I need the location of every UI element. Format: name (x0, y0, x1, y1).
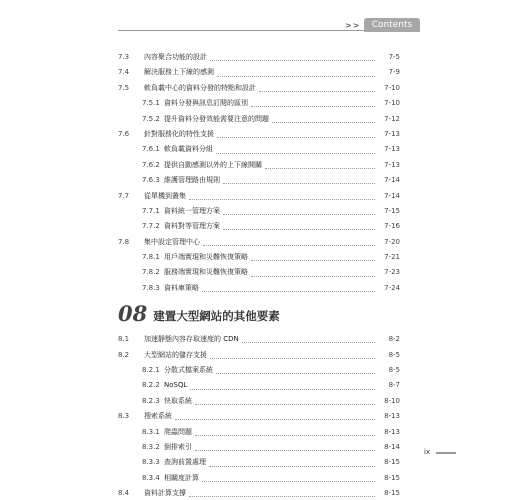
toc-entry-number: 8.3.2 (142, 442, 160, 451)
contents-tab: Contents (364, 18, 420, 32)
toc-leader-dots (251, 276, 375, 277)
toc-entry-page: 8-13 (384, 412, 400, 421)
toc-entry-title: 爬蟲問題 (164, 427, 192, 436)
toc-entry-page: 7-10 (384, 83, 400, 92)
toc-leader-dots (216, 153, 375, 154)
toc-entry[interactable] (118, 127, 400, 142)
toc-leader-dots (259, 91, 375, 92)
toc-entry-page: 7-10 (384, 99, 400, 108)
toc-leader-dots (189, 496, 375, 497)
toc-entry-number: 8.4 (118, 489, 130, 498)
toc-entry[interactable] (118, 219, 400, 234)
toc-entry-title: 加速靜態內容存取速度的 CDN (144, 335, 239, 344)
toc-entry-page: 7-14 (384, 176, 400, 185)
toc-entry-page: 8-10 (384, 396, 400, 405)
toc-entry-title: 資料計算支撐 (144, 489, 186, 498)
toc-leader-dots (189, 199, 375, 200)
toc-entry[interactable] (118, 409, 400, 424)
toc-section-chapter-8 (118, 332, 400, 500)
toc-entry-page: 8-15 (384, 473, 400, 482)
toc-entry[interactable] (118, 235, 400, 250)
toc-entry[interactable] (118, 440, 400, 455)
toc-entry-number: 7.6.2 (142, 160, 160, 169)
toc-entry[interactable] (118, 455, 400, 470)
toc-entry-number: 7.6.3 (142, 176, 160, 185)
toc-leader-dots (242, 342, 375, 343)
toc-entry-page: 7-16 (384, 222, 400, 231)
toc-entry-number: 8.2 (118, 350, 130, 359)
toc-leader-dots (265, 168, 375, 169)
toc-entry-page: 7-15 (384, 206, 400, 215)
toc-leader-dots (217, 76, 375, 77)
toc-entry-title: 內容聚合功能的設計 (144, 53, 207, 61)
toc-entry-number: 7.8 (118, 237, 130, 246)
toc-entry[interactable] (118, 250, 400, 265)
toc-entry-number: 7.8.3 (142, 283, 160, 292)
toc-entry-title: 從單機到叢集 (144, 191, 186, 200)
toc-leader-dots (175, 419, 375, 420)
toc-entry-number: 8.3.1 (142, 427, 160, 436)
toc-entry-page: 8-5 (388, 350, 400, 359)
toc-leader-dots (209, 466, 375, 467)
toc-entry[interactable] (118, 204, 400, 219)
toc-entry[interactable] (118, 425, 400, 440)
toc-entry-number: 7.7.1 (142, 206, 160, 215)
toc-section-chapter-7 (118, 50, 400, 296)
toc-entry-page: 8-7 (388, 381, 400, 390)
toc-leader-dots (195, 450, 375, 451)
toc-entry-number: 7.5.1 (142, 99, 160, 108)
toc-leader-dots (202, 481, 375, 482)
toc-entry[interactable] (118, 173, 400, 188)
toc-entry-page: 8-14 (384, 442, 400, 451)
toc-entry-number: 7.8.1 (142, 253, 160, 262)
toc-entry[interactable] (118, 281, 400, 296)
header-rule (118, 30, 400, 31)
toc-leader-dots (216, 373, 375, 374)
toc-leader-dots (272, 122, 375, 123)
toc-entry-number: 8.3.4 (142, 473, 160, 482)
toc-entry-number: 7.7.2 (142, 222, 160, 231)
toc-entry-number: 7.5 (118, 83, 130, 92)
toc-entry[interactable] (118, 81, 400, 96)
toc-leader-dots (217, 137, 375, 138)
toc-entry-title: 資料對等管理方案 (164, 222, 220, 231)
toc-entry-title: NoSQL (164, 381, 188, 390)
toc-entry-number: 8.3.3 (142, 458, 160, 467)
toc-entry-title: 解決服務上下線的感測 (144, 68, 214, 77)
toc-entry-number: 7.6.1 (142, 145, 160, 154)
toc-entry-title: 快取系統 (164, 396, 192, 405)
toc-entry-title: 用戶端實現和災難恢復策略 (164, 253, 248, 262)
toc-entry[interactable] (118, 332, 400, 347)
toc-entry[interactable] (118, 112, 400, 127)
chapter-number: 08 (118, 301, 148, 327)
toc-entry-number: 7.3 (118, 53, 130, 61)
toc-entry-title: 維護管理路由規則 (164, 176, 220, 185)
toc-leader-dots (251, 106, 375, 107)
toc-entry-page: 8-2 (388, 335, 400, 344)
toc-entry-page: 7-9 (388, 68, 400, 77)
toc-entry-page: 7-13 (384, 129, 400, 138)
toc-entry[interactable] (118, 96, 400, 111)
toc-leader-dots (210, 358, 375, 359)
toc-entry-title: 提升資料分發效能需要注意的問題 (164, 114, 269, 123)
toc-entry-title: 服務端實現和災難恢復策略 (164, 268, 248, 277)
toc-entry-title: 資料統一管理方案 (164, 206, 220, 215)
toc-entry-title: 軟負載資料分組 (164, 145, 213, 154)
toc-entry[interactable] (118, 158, 400, 173)
toc-entry-page: 7-20 (384, 237, 400, 246)
toc-entry-page: 7-13 (384, 160, 400, 169)
toc-entry[interactable] (118, 65, 400, 80)
toc-entry-number: 8.2.1 (142, 366, 160, 375)
toc-entry-number: 7.7 (118, 191, 130, 200)
toc-entry-number: 8.1 (118, 335, 130, 344)
toc-entry-page: 8-13 (384, 427, 400, 436)
toc-entry-page: 8-5 (388, 366, 400, 375)
toc-entry-title: 搜索系統 (144, 412, 172, 421)
toc-entry-title: 針對服務化的特性支援 (144, 129, 214, 138)
toc-entry[interactable] (118, 50, 400, 65)
toc-entry[interactable] (118, 471, 400, 486)
toc-leader-dots (251, 260, 375, 261)
toc-entry-page: 7-14 (384, 191, 400, 200)
toc-entry-title: 查詢前置處理 (164, 458, 206, 467)
toc-entry-title: 提供自動感測以外的上下線開關 (164, 160, 262, 169)
toc-leader-dots (195, 404, 375, 405)
toc-leader-dots (223, 214, 375, 215)
toc-entry[interactable] (118, 486, 400, 500)
toc-entry-title: 相關度計算 (164, 473, 199, 482)
toc-entry-page: 7-24 (384, 283, 400, 292)
toc-entry[interactable] (118, 189, 400, 204)
toc-leader-dots (210, 60, 375, 61)
toc-leader-dots (203, 245, 375, 246)
toc-entry-number: 8.2.3 (142, 396, 160, 405)
toc-entry-page: 8-15 (384, 458, 400, 467)
toc-entry-title: 資料分發與訊息訂閱的區別 (164, 99, 248, 108)
chapter-title: 建置大型網站的其他要素 (153, 309, 280, 324)
toc-entry-number: 8.3 (118, 412, 130, 421)
toc-entry[interactable] (118, 142, 400, 157)
toc-leader-dots (190, 389, 375, 390)
toc-leader-dots (223, 229, 375, 230)
toc-entry-title: 倒排索引 (164, 442, 192, 451)
toc-entry[interactable] (118, 363, 400, 378)
toc-entry-page: 7-5 (388, 53, 400, 61)
toc-entry-title: 資料庫策略 (164, 283, 199, 292)
toc-entry[interactable] (118, 348, 400, 363)
toc-entry[interactable] (118, 378, 400, 393)
toc-entry-number: 7.5.2 (142, 114, 160, 123)
toc-entry-number: 7.6 (118, 129, 130, 138)
toc-entry-page: 7-23 (384, 268, 400, 277)
toc-entry-number: 8.2.2 (142, 381, 160, 390)
page-number: ix (424, 448, 431, 456)
toc-entry-page: 7-13 (384, 145, 400, 154)
toc-entry[interactable] (118, 394, 400, 409)
toc-entry-number: 7.8.2 (142, 268, 160, 277)
table-of-contents (118, 50, 400, 500)
toc-entry-title: 軟負載中心的資料分發的特點和設計 (144, 83, 256, 92)
toc-entry-number: 7.4 (118, 68, 130, 77)
toc-entry[interactable] (118, 265, 400, 280)
toc-entry-page: 8-15 (384, 489, 400, 498)
footer-bar (436, 452, 456, 454)
header-arrows-icon: >> (345, 21, 361, 30)
toc-entry-page: 7-12 (384, 114, 400, 123)
toc-entry-title: 大型網站的儲存支援 (144, 350, 207, 359)
toc-leader-dots (195, 435, 375, 436)
toc-leader-dots (223, 183, 375, 184)
toc-entry-page: 7-21 (384, 253, 400, 262)
toc-entry-title: 集中設定管理中心 (144, 237, 200, 246)
toc-entry-title: 分散式檔案系統 (164, 366, 213, 375)
chapter-heading (118, 296, 400, 332)
toc-leader-dots (202, 291, 375, 292)
